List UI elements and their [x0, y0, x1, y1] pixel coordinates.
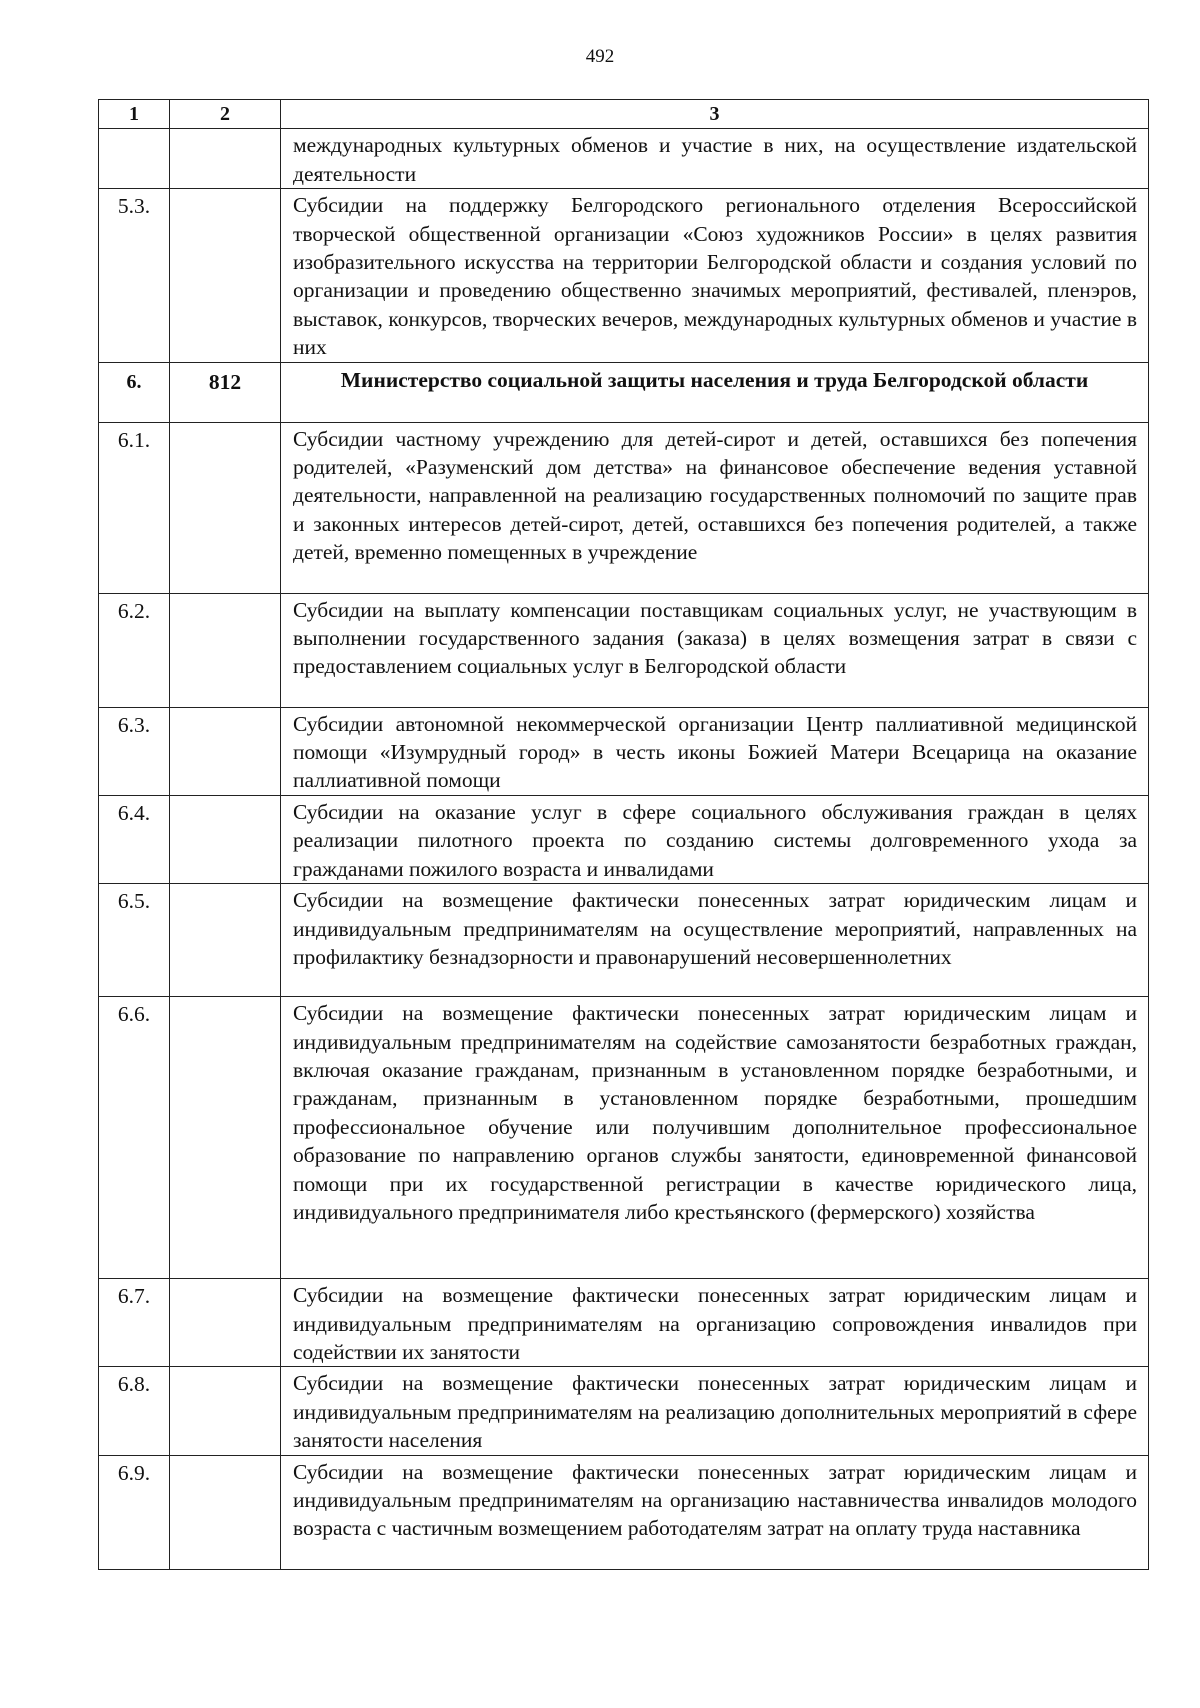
row-text: Субсидии на возмещение фактически понесенных затрат юридическим лицам и индивидуальным предпринимателям на осуществление мероприятий, направленных на профилактику безнадзорности и правонарушений несовершеннолетних [281, 884, 1149, 997]
page-number: 492 [585, 46, 615, 67]
row-number: 6.9. [99, 1455, 170, 1569]
table-row [99, 707, 1149, 795]
row-number: 6.8. [99, 1367, 170, 1455]
section-heading: Министерство социальной защиты населения и труда Белгородской области [281, 362, 1149, 422]
row-number: 6.7. [99, 1279, 170, 1367]
row-code [170, 997, 281, 1279]
row-code [170, 1367, 281, 1455]
row-text: Субсидии автономной некоммерческой организации Центр паллиативной медицинской помощи «Изумрудный город» в честь иконы Божией Матери Всецарица на оказание паллиативной помощи [281, 707, 1149, 795]
table-row-section [99, 362, 1149, 422]
column-header-1: 1 [99, 100, 170, 129]
table-row [99, 1367, 1149, 1455]
table-row [99, 795, 1149, 883]
row-text: Субсидии на выплату компенсации поставщикам социальных услуг, не участвующим в выполнении государственного задания (заказа) в целях возмещения затрат в связи с предоставлением социальных услуг в Белгородской области [281, 593, 1149, 707]
section-code: 812 [170, 362, 281, 422]
row-number: 6.2. [99, 593, 170, 707]
row-text: Субсидии на возмещение фактически понесенных затрат юридическим лицам и индивидуальным предпринимателям на организацию сопровождения инвалидов при содействии их занятости [281, 1279, 1149, 1367]
section-number: 6. [99, 362, 170, 422]
row-code [170, 1455, 281, 1569]
row-number: 6.1. [99, 422, 170, 593]
column-header-2: 2 [170, 100, 281, 129]
table-row [99, 1455, 1149, 1569]
row-code [170, 1279, 281, 1367]
subsidy-table [98, 99, 1149, 1570]
table-row [99, 884, 1149, 997]
row-text: Субсидии на возмещение фактически понесенных затрат юридическим лицам и индивидуальным предпринимателям на содействие самозанятости безработных граждан, включая оказание гражданам, признанным в установленном порядке безработными, и гражданам, признанным в установленном порядке безработными, прошедшим профессиональное обучение или получившим дополнительное профессиональное образование по направлению органов службы занятости, единовременной финансовой помощи при их государственной регистрации в качестве юридического лица, индивидуального предпринимателя либо крестьянского (фермерского) хозяйства [281, 997, 1149, 1279]
column-header-3: 3 [281, 100, 1149, 129]
row-number: 6.4. [99, 795, 170, 883]
row-number: 6.6. [99, 997, 170, 1279]
table-row [99, 129, 1149, 189]
table-row [99, 422, 1149, 593]
row-text: Субсидии на поддержку Белгородского регионального отделения Всероссийской творческой общественной организации «Союз художников России» в целях развития изобразительного искусства на территории Белгородской области и создания условий по организации и проведению общественно значимых мероприятий, фестивалей, пленэров, выставок, конкурсов, творческих вечеров, международных культурных обменов и участие в них [281, 189, 1149, 362]
row-code [170, 189, 281, 362]
row-number: 5.3. [99, 189, 170, 362]
row-code [170, 129, 281, 189]
row-text: Субсидии на возмещение фактически понесенных затрат юридическим лицам и индивидуальным предпринимателям на организацию наставничества инвалидов молодого возраста с частичным возмещением работодателям затрат на оплату труда наставника [281, 1455, 1149, 1569]
row-code [170, 884, 281, 997]
row-text: международных культурных обменов и участие в них, на осуществление издательской деятельности [281, 129, 1149, 189]
row-number: 6.3. [99, 707, 170, 795]
row-text: Субсидии частному учреждению для детей-сирот и детей, оставшихся без попечения родителей, «Разуменский дом детства» на финансовое обеспечение ведения уставной деятельности, направленной на реализацию государственных полномочий по защите прав и законных интересов детей-сирот, детей, оставшихся без попечения родителей, а также детей, временно помещенных в учреждение [281, 422, 1149, 593]
row-code [170, 422, 281, 593]
row-code [170, 593, 281, 707]
table-header-row [99, 100, 1149, 129]
table-row [99, 997, 1149, 1279]
row-code [170, 795, 281, 883]
row-code [170, 707, 281, 795]
row-number [99, 129, 170, 189]
row-number: 6.5. [99, 884, 170, 997]
table-row [99, 189, 1149, 362]
table-row [99, 1279, 1149, 1367]
row-text: Субсидии на оказание услуг в сфере социального обслуживания граждан в целях реализации пилотного проекта по созданию системы долговременного ухода за гражданами пожилого возраста и инвалидами [281, 795, 1149, 883]
row-text: Субсидии на возмещение фактически понесенных затрат юридическим лицам и индивидуальным предпринимателям на реализацию дополнительных мероприятий в сфере занятости населения [281, 1367, 1149, 1455]
table-row [99, 593, 1149, 707]
